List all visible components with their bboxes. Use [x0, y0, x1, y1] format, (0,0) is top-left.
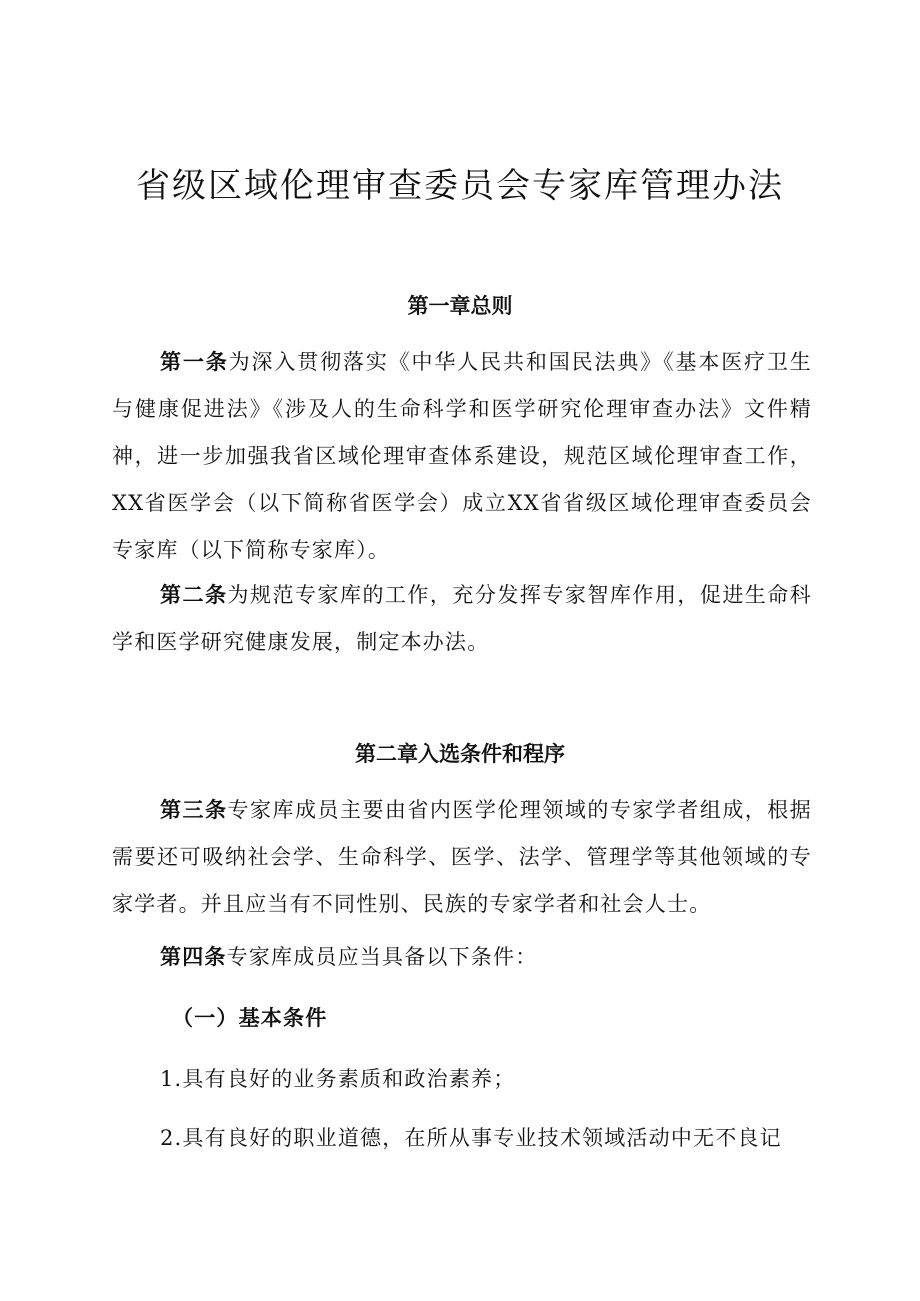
article-2-label: 第二条	[160, 582, 228, 607]
article-4	[112, 941, 812, 973]
article-3-label: 第三条	[160, 797, 228, 822]
article-3-text: 专家库成员主要由省内医学伦理领域的专家学者组成，根据需要还可吸纳社会学、生命科学、医学、法学、管理学等其他领域的专家学者。并且应当有不同性别、民族的专家学者和社会人士。	[112, 798, 812, 916]
article-2	[112, 571, 812, 666]
article-1	[112, 338, 812, 574]
article-1-label: 第一条	[160, 349, 229, 374]
condition-item-1: 1.具有良好的业务素质和政治素养；	[160, 1067, 516, 1091]
document-title: 省级区域伦理审查委员会专家库管理办法	[136, 166, 784, 206]
article-4-text: 专家库成员应当具备以下条件：	[226, 945, 538, 969]
chapter-1-heading: 第一章总则	[407, 293, 513, 318]
chapter-2-heading: 第二章入选条件和程序	[355, 741, 565, 766]
article-1-text: 为深入贯彻落实《中华人民共和国民法典》《基本医疗卫生与健康促进法》《涉及人的生命科学和医学研究伦理审查办法》文件精神，进一步加强我省区域伦理审查体系建设，规范区域伦理审查工作，XX省医学会（以下简称省医学会）成立XX省省级区域伦理审查委员会专家库（以下简称专家库）。	[112, 350, 812, 562]
article-4-label: 第四条	[160, 944, 227, 969]
condition-item-2: 2.具有良好的职业道德，在所从事专业技术领域活动中无不良记	[160, 1126, 782, 1150]
section-basic-conditions: （一）基本条件	[172, 1005, 328, 1030]
article-2-text: 为规范专家库的工作，充分发挥专家智库作用，促进生命科学和医学研究健康发展，制定本办法。	[112, 583, 812, 654]
article-3	[112, 786, 812, 928]
